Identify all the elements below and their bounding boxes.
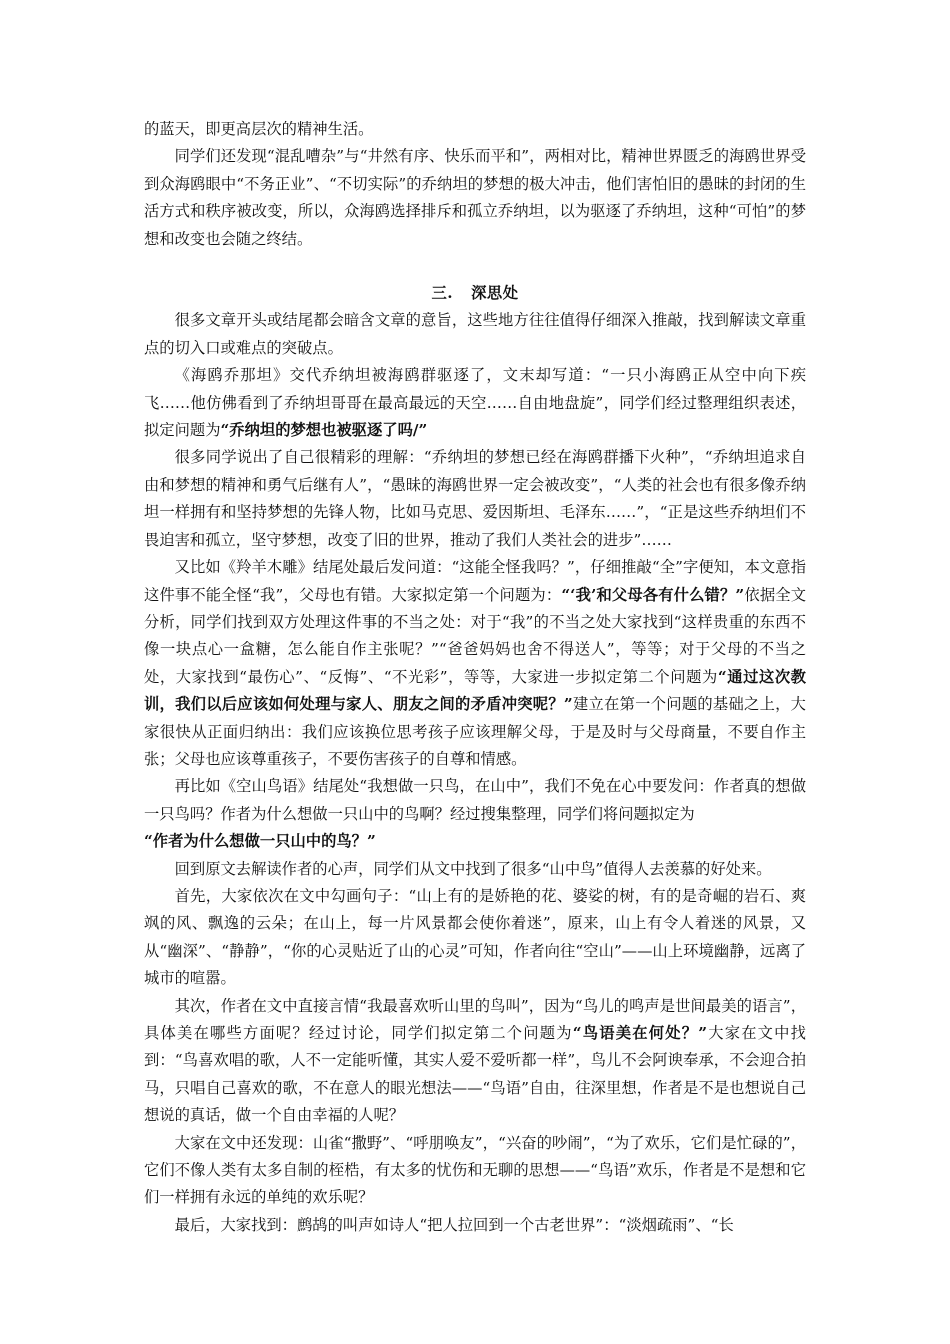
paragraph-student-answers: 很多同学说出了自己很精彩的理解：“乔纳坦的梦想已经在海鸥群播下火种”，“乔纳坦追求自由和梦想的精神和勇气后继有人”，“愚昧的海鸥世界一定会被改变”，“人类的社会也有很多像乔纳坦一样拥有和坚持梦想的先锋人物，比如马克思、爱因斯坦、毛泽东……”，“正是这些乔纳坦们不畏迫害和孤立，坚守梦想，改变了旧的世界，推动了我们人类社会的进步”……	[144, 448, 806, 549]
paragraph-antelope	[144, 554, 806, 773]
paragraph-intro: 很多文章开头或结尾都会暗含文章的意旨，这些地方往往值得仔细深入推敲，找到解读文章重点的切入口或难点的突破点。	[144, 311, 806, 357]
paragraph-text: 建立在第一个问题的基础之上，大家很快从正面归纳出：我们应该换位思考孩子应该理解父母，于是及时与父母商量，不要自作主张；父母也应该尊重孩子，不要伤害孩子的自尊和情感。	[144, 695, 806, 768]
bold-question: “作者为什么想做一只山中的鸟？”	[144, 832, 376, 851]
paragraph-second	[144, 993, 806, 1130]
bold-question: “‘我’和父母各有什么错？”	[561, 585, 745, 604]
section-number: 三.	[431, 284, 454, 303]
paragraph-text: 再比如《空山鸟语》结尾处“我想做一只鸟，在山中”，我们不免在心中要发问：作者真的想做一只鸟吗？作者为什么想做一只山中的鸟啊？经过搜集整理，同学们将问题拟定为	[144, 777, 806, 823]
paragraph-continuation: 的蓝天，即更高层次的精神生活。	[144, 120, 374, 138]
paragraph-text: 又比如《羚羊木雕》结尾处最后发问道：“这能全怪我吗？”，仔细推敲“全”字便知，本文意指这件事不能全怪“我”，父母也有错。大家拟定第一个问题为：	[144, 558, 806, 604]
paragraph-text: 依据全文分析，同学们找到双方处理这件事的不当之处：对于“我”的不当之处大家找到“这样贵重的东西不像一块点心一盒糖，怎么能自作主张呢？”“爸爸妈妈也舍不得送人”，等等；对于父母的不当之处，大家找到“最伤心”、“反悔”、“不光彩”，等等，大家进一步拟定第二个问题为	[144, 585, 806, 686]
paragraph-seagull	[144, 362, 806, 444]
paragraph-text: 其次，作者在文中直接言情“我最喜欢听山里的鸟叫”，因为“鸟儿的鸣声是世间最美的语言”，具体美在哪些方面呢？经过讨论，同学们拟定第二个问题为	[144, 996, 806, 1042]
section-heading	[144, 280, 806, 307]
paragraph-first: 首先，大家依次在文中勾画句子：“山上有的是娇艳的花、婆娑的树，有的是奇崛的岩石、爽飒的风、飘逸的云朵；在山上，每一片风景都会使你着迷”，原来，山上有令人着迷的风景，又从“幽深”、“静静”，“你的心灵贴近了山的心灵”可知，作者向往“空山”——山上环境幽静，远离了城市的喧嚣。	[144, 886, 806, 988]
section-title: 深思处	[471, 284, 519, 303]
paragraph-author-voice: 回到原文去解读作者的心声，同学们从文中找到了很多“山中鸟”值得人去羡慕的好处来。	[174, 859, 772, 878]
paragraph-contrast: 同学们还发现“混乱嘈杂”与“井然有序、快乐而平和”，两相对比，精神世界匮乏的海鸥世界受到众海鸥眼中“不务正业”、“不切实际”的乔纳坦的梦想的极大冲击，他们害怕旧的愚昧的封闭的生活方式和秩序被改变，所以，众海鸥选择排斥和孤立乔纳坦，以为驱逐了乔纳坦，这种“可怕”的梦想和改变也会随之终结。	[144, 147, 806, 248]
bold-question: “乔纳坦的梦想也被驱逐了吗/”	[220, 421, 428, 440]
bold-question: “鸟语美在何处？”	[572, 1024, 708, 1042]
bold-question: “通过这次教训，我们以后应该如何处理与家人、朋友之间的矛盾冲突呢？”	[144, 667, 806, 714]
paragraph-text: 大家在文中找到：“鸟喜欢唱的歌，人不一定能听懂，其实人爱不爱听都一样”，鸟儿不会阿谀奉承，不会迎合拍马，只唱自己喜欢的歌，不在意人的眼光想法——“鸟语”自由，往深里想，作者是不是也想说自己想说的真话，做一个自由幸福的人呢？	[144, 1024, 806, 1125]
document-page	[144, 116, 806, 1239]
paragraph-last: 最后，大家找到：鹧鸪的叫声如诗人“把人拉回到一个古老世界”：“淡烟疏雨”、“长	[174, 1215, 734, 1234]
paragraph-joy: 大家在文中还发现：山雀“撒野”、“呼朋唤友”，“兴奋的吵闹”，“为了欢乐，它们是忙碌的”，它们不像人类有太多自制的桎梏，有太多的忧伤和无聊的思想——“鸟语”欢乐，作者是不是想和它们一样拥有永远的单纯的欢乐呢？	[144, 1133, 806, 1207]
paragraph-text: 《海鸥乔那坦》交代乔纳坦被海鸥群驱逐了，文末却写道：“一只小海鸥正从空中向下疾飞……他仿佛看到了乔纳坦哥哥在最高最远的天空……自由地盘旋”，同学们经过整理组织表述，拟定问题为	[144, 366, 806, 440]
paragraph-mountain-bird	[144, 773, 806, 855]
